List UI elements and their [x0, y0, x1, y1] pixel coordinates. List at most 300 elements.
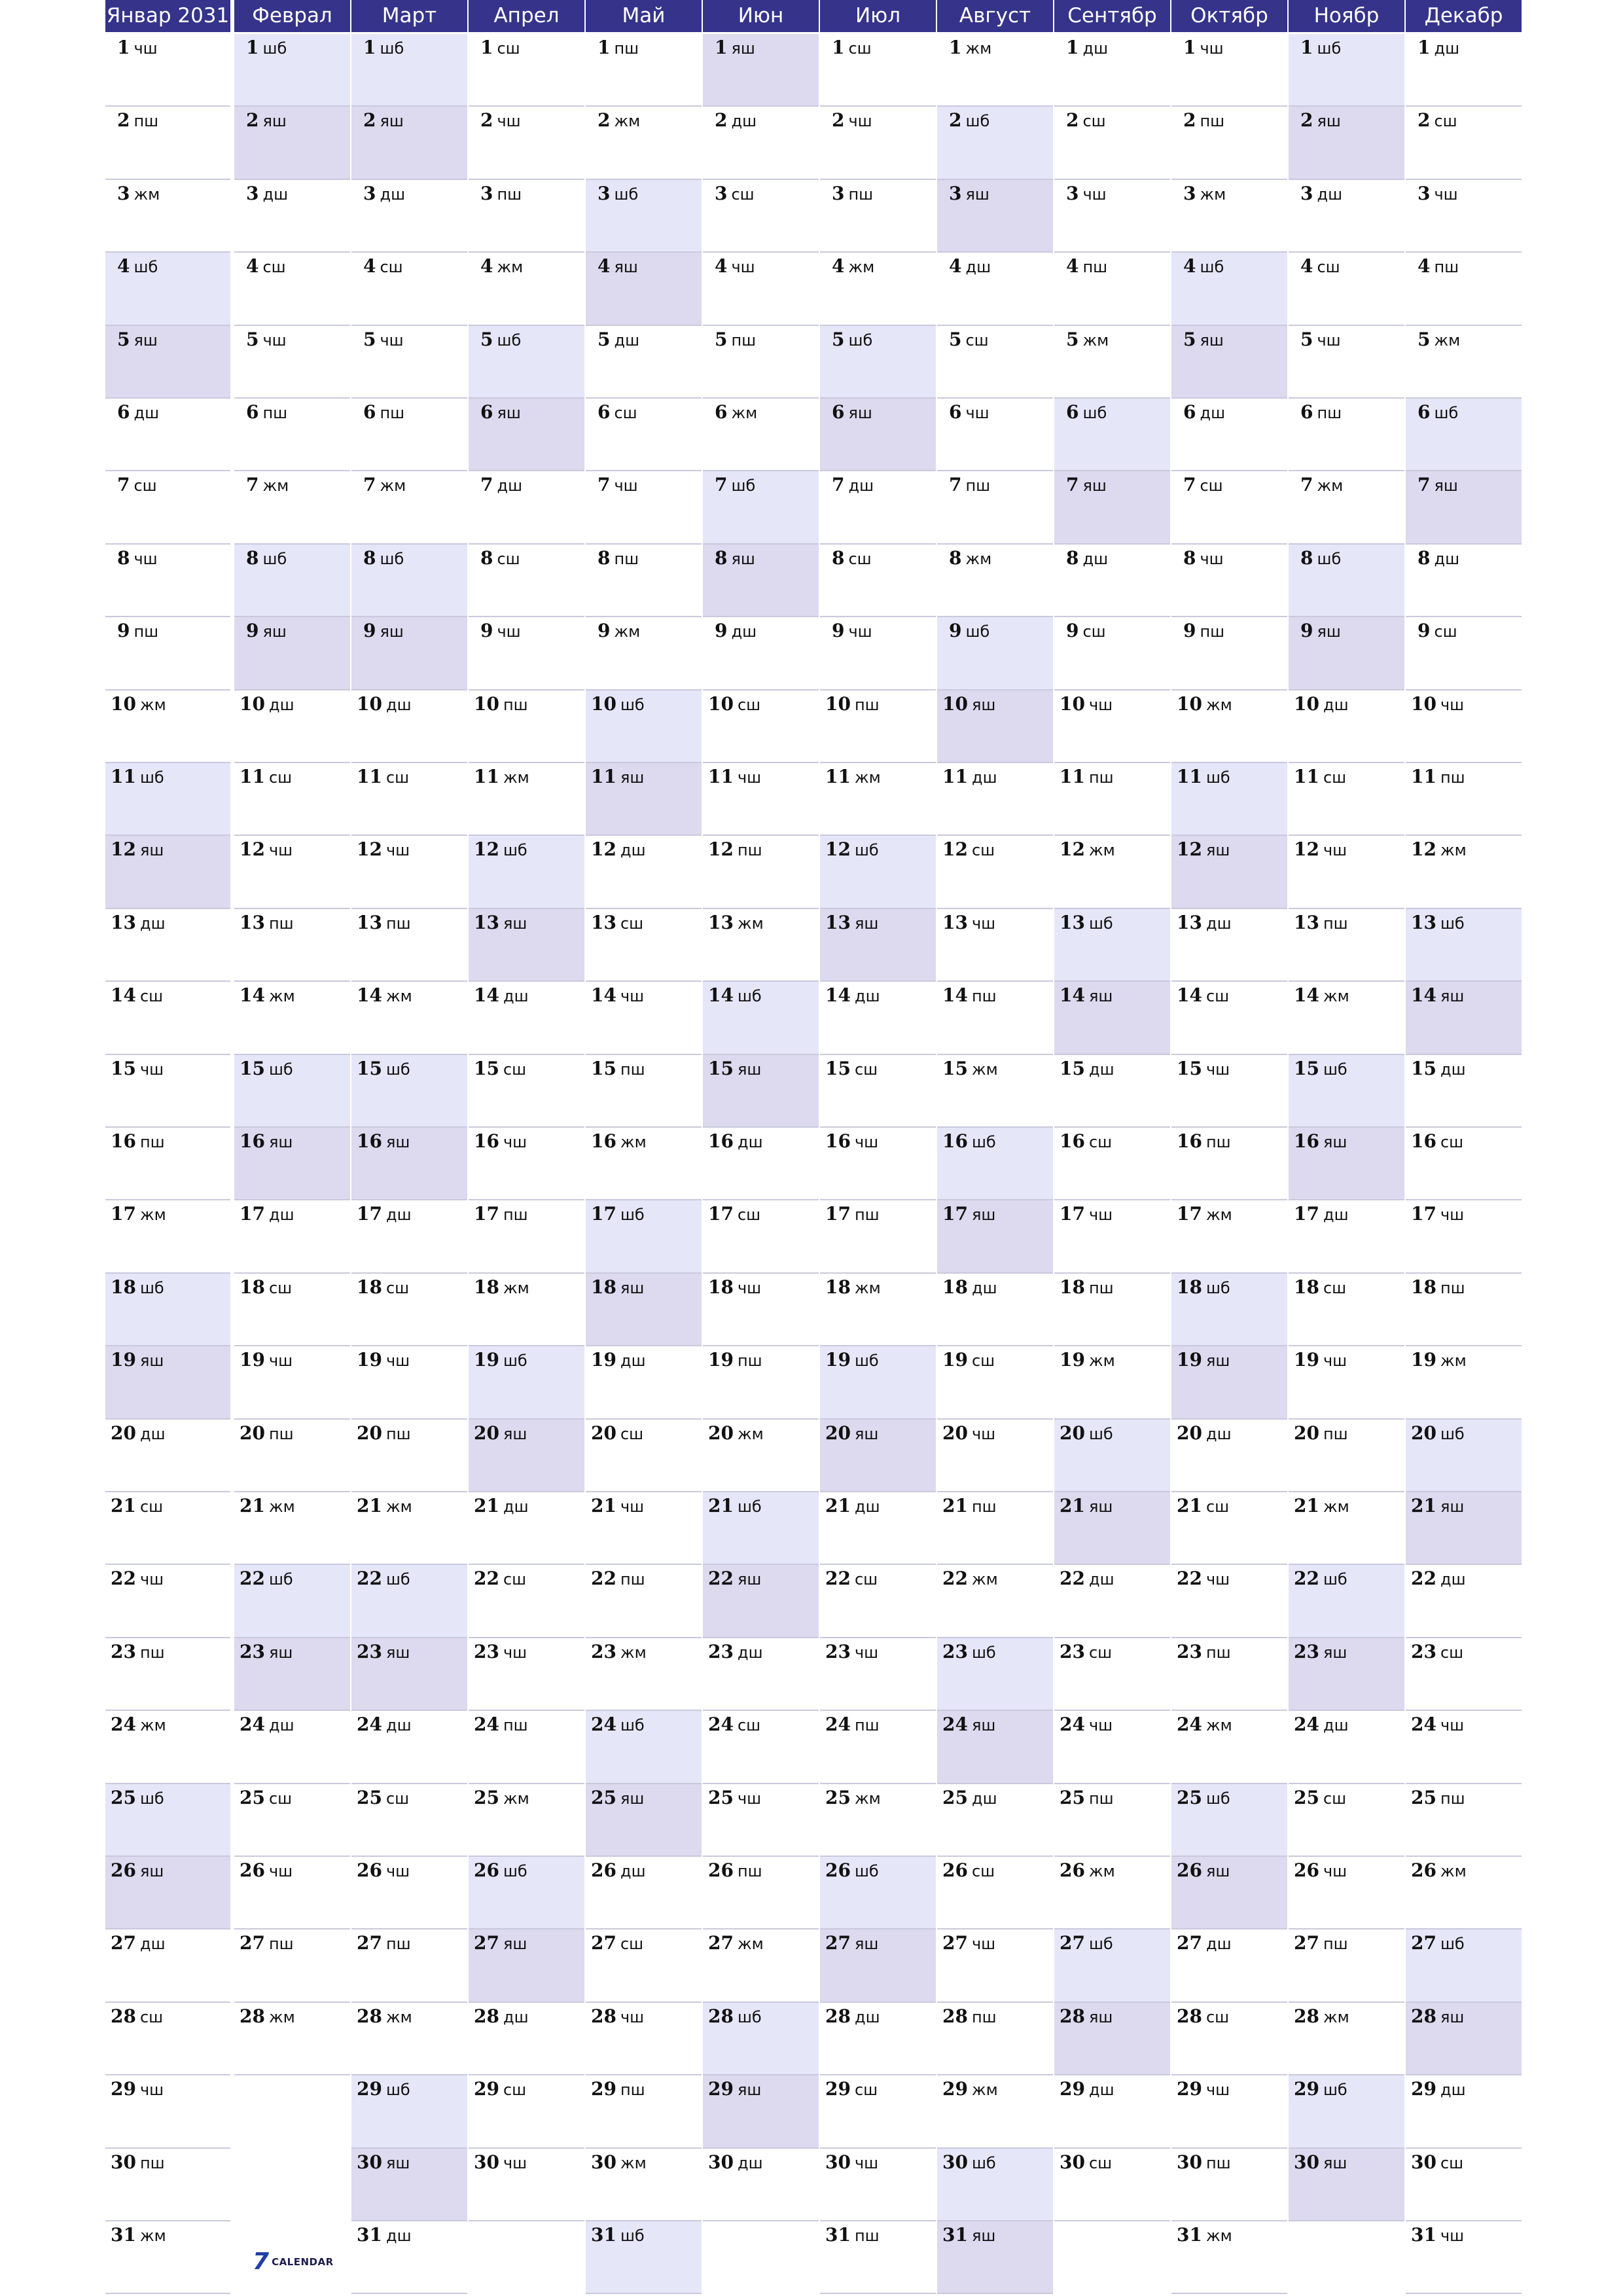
- day-label: [474, 1715, 528, 1737]
- day-number: 18: [1177, 1276, 1202, 1298]
- day-label: [832, 621, 872, 643]
- day-number: 19: [111, 1349, 136, 1371]
- day-label: [832, 184, 873, 206]
- weekday-abbr: шб: [971, 2153, 996, 2172]
- weekday-abbr: сш: [1440, 1643, 1464, 1662]
- day-label: [480, 257, 523, 279]
- day-cell: [1171, 545, 1287, 617]
- day-label: [708, 694, 760, 717]
- day-number: 23: [474, 1640, 499, 1662]
- day-label: [942, 1204, 995, 1227]
- day-number: 25: [1060, 1786, 1085, 1808]
- day-number: 26: [591, 1859, 616, 1881]
- weekday-abbr: чш: [731, 258, 755, 277]
- day-label: [1177, 1642, 1231, 1664]
- day-label: [1411, 1132, 1463, 1154]
- weekday-abbr: яш: [268, 1643, 293, 1662]
- day-label: [1294, 2079, 1347, 2102]
- weekday-abbr: жм: [1323, 1498, 1349, 1516]
- day-number: 1: [246, 37, 259, 58]
- day-number: 24: [1060, 1713, 1085, 1736]
- day-number: 1: [1183, 37, 1196, 58]
- day-label: [597, 403, 637, 425]
- weekday-abbr: дш: [620, 1862, 646, 1880]
- weekday-abbr: жм: [731, 404, 758, 422]
- day-cell: [234, 982, 350, 1054]
- day-number: 30: [111, 2151, 136, 2173]
- day-number: 28: [240, 2005, 265, 2027]
- day-cell: [1289, 1929, 1404, 2002]
- day-number: 5: [117, 328, 130, 350]
- day-cell: [469, 1346, 584, 1419]
- day-cell: [820, 1200, 936, 1273]
- weekday-abbr: сш: [854, 2081, 878, 2100]
- day-number: 23: [240, 1640, 265, 1662]
- day-number: 13: [708, 911, 734, 933]
- day-cell: [1289, 1638, 1404, 1711]
- day-label: [825, 1059, 878, 1081]
- day-cell: [105, 909, 230, 982]
- brand-text: CALENDAR: [272, 2256, 334, 2268]
- month-column: [469, 0, 584, 2296]
- day-cell: [469, 1492, 584, 1565]
- day-cell: [351, 1711, 467, 1784]
- weekday-abbr: чш: [262, 331, 287, 350]
- day-label: [1060, 1204, 1113, 1227]
- day-cell: [234, 1200, 350, 1273]
- weekday-abbr: яш: [139, 1352, 164, 1371]
- day-cell: [820, 1274, 936, 1346]
- day-label: [1060, 986, 1113, 1008]
- weekday-abbr: дш: [139, 1424, 166, 1443]
- day-number: 13: [240, 911, 265, 933]
- weekday-abbr: чш: [1082, 185, 1107, 204]
- weekday-abbr: жм: [1205, 2227, 1232, 2245]
- day-label: [1177, 1569, 1230, 1591]
- day-number: 27: [1411, 1932, 1436, 1954]
- weekday-abbr: шб: [1323, 1570, 1347, 1589]
- day-number: 16: [1177, 1130, 1202, 1152]
- day-cell: [469, 982, 584, 1054]
- day-label: [1177, 1278, 1230, 1300]
- day-number: 5: [246, 328, 259, 350]
- weekday-abbr: пш: [1323, 1935, 1348, 1954]
- day-number: 9: [597, 620, 611, 642]
- day-label: [1411, 1933, 1465, 1956]
- day-cell: [1289, 982, 1404, 1054]
- day-number: 27: [591, 1932, 616, 1954]
- day-cell: [1171, 1711, 1287, 1784]
- day-cell: [105, 1200, 230, 1273]
- weekday-abbr: яш: [854, 914, 879, 933]
- day-label: [949, 257, 991, 279]
- day-number: 3: [597, 182, 611, 204]
- day-cell: [1289, 399, 1404, 471]
- day-cell: [469, 691, 584, 763]
- day-cell: [1054, 1346, 1170, 1419]
- day-number: 6: [117, 401, 130, 423]
- day-cell: [105, 1929, 230, 2002]
- weekday-abbr: дш: [854, 1498, 880, 1516]
- day-label: [1066, 330, 1109, 352]
- day-label: [1060, 2007, 1113, 2029]
- day-cell: [1171, 2003, 1287, 2075]
- day-number: 19: [1177, 1349, 1202, 1371]
- day-number: 10: [474, 692, 499, 715]
- weekday-abbr: сш: [965, 331, 989, 350]
- weekday-abbr: сш: [1440, 2153, 1464, 2172]
- day-label: [1183, 184, 1226, 206]
- day-label: [1177, 1715, 1232, 1737]
- day-number: 15: [708, 1057, 734, 1079]
- month-header: Март: [351, 0, 467, 32]
- day-number: 25: [825, 1786, 851, 1808]
- day-number: 2: [832, 109, 845, 132]
- weekday-abbr: дш: [503, 1498, 529, 1516]
- day-number: 22: [1411, 1568, 1436, 1590]
- day-number: 24: [357, 1713, 382, 1736]
- day-number: 20: [111, 1422, 136, 1444]
- day-label: [1294, 1861, 1347, 1883]
- day-number: 29: [111, 2078, 136, 2100]
- day-label: [1060, 1788, 1114, 1810]
- weekday-abbr: шб: [1088, 914, 1113, 933]
- weekday-abbr: чш: [971, 914, 996, 933]
- day-cell: [1171, 909, 1287, 982]
- month-column: [234, 0, 350, 2296]
- weekday-abbr: пш: [497, 185, 522, 204]
- weekday-abbr: жм: [503, 1278, 529, 1297]
- day-label: [1177, 2007, 1229, 2029]
- day-number: 15: [942, 1057, 968, 1079]
- weekday-abbr: сш: [1088, 1643, 1113, 1662]
- day-cell: [703, 1711, 819, 1784]
- day-number: 12: [591, 838, 616, 861]
- day-cell: [351, 909, 467, 982]
- day-label: [708, 1350, 762, 1372]
- day-label: [246, 548, 287, 571]
- day-cell: [1289, 253, 1404, 325]
- day-cell: [1054, 107, 1170, 179]
- day-label: [597, 621, 640, 643]
- day-number: 30: [357, 2151, 382, 2173]
- day-label: [591, 1933, 643, 1956]
- day-number: 28: [708, 2005, 734, 2027]
- day-cell: [234, 1055, 350, 1128]
- weekday-abbr: шб: [848, 331, 873, 350]
- day-cell: [1406, 1055, 1522, 1128]
- weekday-abbr: сш: [497, 39, 520, 58]
- day-cell: [1171, 1128, 1287, 1200]
- day-label: [597, 475, 638, 497]
- weekday-abbr: сш: [854, 1570, 878, 1589]
- day-number: 20: [708, 1422, 734, 1444]
- weekday-abbr: шб: [139, 768, 164, 787]
- day-number: 15: [825, 1057, 851, 1079]
- day-number: 8: [597, 547, 611, 569]
- day-label: [111, 1204, 166, 1227]
- weekday-abbr: сш: [268, 1278, 293, 1297]
- day-number: 16: [1294, 1130, 1319, 1152]
- day-cell: [1406, 326, 1522, 399]
- day-cell: [234, 691, 350, 763]
- weekday-abbr: шб: [620, 2227, 645, 2245]
- day-cell: [105, 180, 230, 253]
- weekday-abbr: жм: [971, 2081, 998, 2100]
- weekday-abbr: яш: [385, 1133, 410, 1151]
- day-cell: [351, 1929, 467, 2002]
- day-label: [1066, 475, 1107, 497]
- day-label: [715, 38, 755, 60]
- day-cell: [937, 1274, 1053, 1346]
- weekday-abbr: яш: [1440, 1498, 1465, 1516]
- day-number: 3: [363, 182, 376, 204]
- day-label: [1177, 1132, 1231, 1154]
- day-label: [474, 986, 529, 1008]
- weekday-abbr: пш: [737, 1862, 762, 1880]
- day-label: [1411, 2079, 1466, 2102]
- day-label: [240, 694, 294, 717]
- day-cell: [234, 909, 350, 982]
- day-number: 5: [715, 328, 728, 350]
- weekday-abbr: пш: [854, 695, 880, 714]
- day-cell: [820, 1128, 936, 1200]
- day-number: 10: [111, 692, 136, 715]
- day-label: [111, 913, 166, 935]
- day-cell: [1289, 617, 1404, 690]
- day-number: 29: [591, 2078, 616, 2100]
- day-number: 17: [708, 1203, 734, 1225]
- day-label: [1300, 475, 1343, 497]
- day-cell: [351, 617, 467, 690]
- day-label: [591, 1569, 645, 1591]
- day-number: 22: [708, 1568, 734, 1590]
- day-label: [1183, 475, 1223, 497]
- day-cell: [469, 399, 584, 471]
- weekday-abbr: дш: [965, 258, 991, 277]
- weekday-abbr: шб: [1434, 404, 1459, 422]
- weekday-abbr: шб: [854, 841, 879, 860]
- weekday-abbr: жм: [268, 1498, 295, 1516]
- day-cell: [703, 545, 819, 617]
- day-number: 14: [1177, 984, 1202, 1007]
- weekday-abbr: чш: [854, 1643, 879, 1662]
- day-label: [1300, 38, 1341, 60]
- day-cell: [703, 617, 819, 690]
- day-label: [591, 2225, 645, 2248]
- day-label: [942, 1350, 995, 1372]
- day-label: [246, 475, 289, 497]
- day-number: 14: [708, 984, 734, 1007]
- weekday-abbr: шб: [1205, 768, 1230, 787]
- day-number: 31: [591, 2224, 616, 2246]
- day-number: 1: [1066, 37, 1079, 58]
- day-label: [480, 38, 520, 60]
- day-cell: [1054, 1711, 1170, 1784]
- day-cell: [1406, 836, 1522, 908]
- day-number: 11: [708, 766, 734, 787]
- day-cell: [937, 1200, 1053, 1273]
- weekday-abbr: яш: [971, 2227, 996, 2245]
- day-label: [1183, 403, 1225, 425]
- day-cell: [469, 1055, 584, 1128]
- weekday-abbr: яш: [1200, 331, 1224, 350]
- day-number: 22: [357, 1568, 382, 1590]
- day-number: 8: [1066, 547, 1079, 569]
- month-column: [1406, 0, 1522, 2296]
- day-number: 4: [1418, 255, 1431, 278]
- day-label: [825, 1424, 878, 1446]
- day-number: 10: [240, 692, 265, 715]
- day-number: 9: [117, 620, 130, 642]
- day-cell: [1406, 2075, 1522, 2148]
- day-label: [708, 986, 762, 1008]
- day-label: [715, 184, 755, 206]
- day-label: [474, 1350, 527, 1372]
- weekday-abbr: сш: [971, 1352, 995, 1371]
- day-cell: [1406, 1200, 1522, 1273]
- day-number: 8: [117, 547, 130, 569]
- day-number: 12: [825, 838, 851, 861]
- day-cell: [586, 1857, 702, 1929]
- day-cell: [234, 399, 350, 471]
- day-number: 7: [597, 474, 611, 496]
- day-number: 19: [240, 1349, 265, 1371]
- weekday-abbr: дш: [139, 1935, 166, 1954]
- weekday-abbr: чш: [971, 1424, 996, 1443]
- weekday-abbr: чш: [1440, 695, 1465, 714]
- day-number: 5: [597, 328, 611, 350]
- weekday-abbr: сш: [1088, 2153, 1113, 2172]
- weekday-abbr: дш: [854, 987, 880, 1006]
- day-number: 1: [363, 37, 376, 58]
- weekday-abbr: жм: [268, 987, 295, 1006]
- day-number: 8: [246, 547, 259, 569]
- day-cell: [820, 1929, 936, 2002]
- day-cell: [105, 253, 230, 325]
- weekday-abbr: сш: [380, 258, 403, 277]
- month-column: [703, 0, 819, 2296]
- day-label: [474, 2153, 527, 2175]
- day-number: 12: [357, 838, 382, 861]
- day-label: [240, 1861, 293, 1883]
- day-label: [825, 1861, 879, 1883]
- brand-mark: 7: [253, 2248, 270, 2275]
- day-number: 19: [1060, 1349, 1085, 1371]
- day-number: 11: [1177, 766, 1202, 787]
- day-number: 14: [825, 984, 851, 1007]
- day-number: 6: [480, 401, 493, 423]
- weekday-abbr: дш: [737, 1133, 763, 1151]
- day-number: 2: [715, 109, 728, 132]
- day-label: [1060, 1569, 1115, 1591]
- day-cell: [469, 1857, 584, 1929]
- day-label: [825, 913, 878, 935]
- day-cell: [105, 1784, 230, 1857]
- day-cell: [937, 2149, 1053, 2221]
- day-label: [363, 330, 404, 352]
- day-number: 12: [708, 838, 734, 861]
- day-label: [357, 1788, 409, 1810]
- weekday-abbr: дш: [854, 2007, 880, 2026]
- day-cell: [469, 1711, 584, 1784]
- day-cell: [1289, 1420, 1404, 1492]
- weekday-abbr: дш: [971, 768, 997, 787]
- day-number: 19: [1294, 1349, 1319, 1371]
- day-number: 20: [474, 1422, 499, 1444]
- day-number: 30: [825, 2151, 851, 2173]
- day-label: [1411, 1642, 1463, 1664]
- weekday-abbr: чш: [139, 2081, 164, 2100]
- day-number: 15: [240, 1057, 265, 1079]
- weekday-abbr: сш: [1323, 1789, 1347, 1808]
- day-label: [246, 330, 287, 352]
- day-number: 12: [1411, 838, 1436, 861]
- day-number: 24: [825, 1713, 851, 1736]
- day-label: [949, 403, 990, 425]
- day-label: [949, 38, 991, 60]
- day-number: 14: [591, 984, 616, 1007]
- day-cell: [105, 617, 230, 690]
- day-number: 19: [942, 1349, 968, 1371]
- day-number: 11: [942, 766, 968, 787]
- day-number: 10: [942, 692, 968, 715]
- day-cell: [1054, 1638, 1170, 1711]
- weekday-abbr: шб: [731, 476, 756, 495]
- day-label: [825, 2079, 878, 2102]
- day-number: 18: [357, 1276, 382, 1298]
- day-cell: [105, 1055, 230, 1128]
- day-label: [1066, 111, 1106, 133]
- day-number: 9: [1066, 620, 1079, 642]
- day-label: [117, 184, 160, 206]
- day-label: [363, 111, 404, 133]
- day-label: [240, 1788, 292, 1810]
- day-cell: [1054, 253, 1170, 325]
- day-cell: [937, 2221, 1053, 2294]
- day-label: [942, 2007, 997, 2029]
- day-label: [1294, 1278, 1346, 1300]
- day-cell: [1289, 107, 1404, 179]
- day-label: [1411, 1424, 1465, 1446]
- day-label: [240, 1642, 293, 1664]
- day-label: [363, 475, 406, 497]
- day-label: [111, 1350, 164, 1372]
- day-number: 24: [1177, 1713, 1202, 1736]
- day-label: [240, 1350, 293, 1372]
- day-cell: [1406, 1420, 1522, 1492]
- day-label: [597, 184, 638, 206]
- day-cell: [1171, 1565, 1287, 1638]
- day-number: 7: [1418, 474, 1431, 496]
- day-cell: [105, 326, 230, 399]
- weekday-abbr: яш: [731, 549, 755, 568]
- day-label: [708, 1059, 761, 1081]
- day-cell: [703, 1346, 819, 1419]
- weekday-abbr: дш: [1082, 549, 1109, 568]
- day-cell: [1054, 1274, 1170, 1346]
- day-cell: [469, 1274, 584, 1346]
- weekday-abbr: жм: [620, 2153, 647, 2172]
- day-number: 24: [240, 1713, 265, 1736]
- day-cell: [469, 1638, 584, 1711]
- day-number: 5: [1418, 328, 1431, 350]
- day-cell: [703, 1784, 819, 1857]
- day-cell: [1289, 2075, 1404, 2148]
- weekday-abbr: пш: [1082, 258, 1108, 277]
- day-number: 23: [825, 1640, 851, 1662]
- day-label: [1300, 257, 1340, 279]
